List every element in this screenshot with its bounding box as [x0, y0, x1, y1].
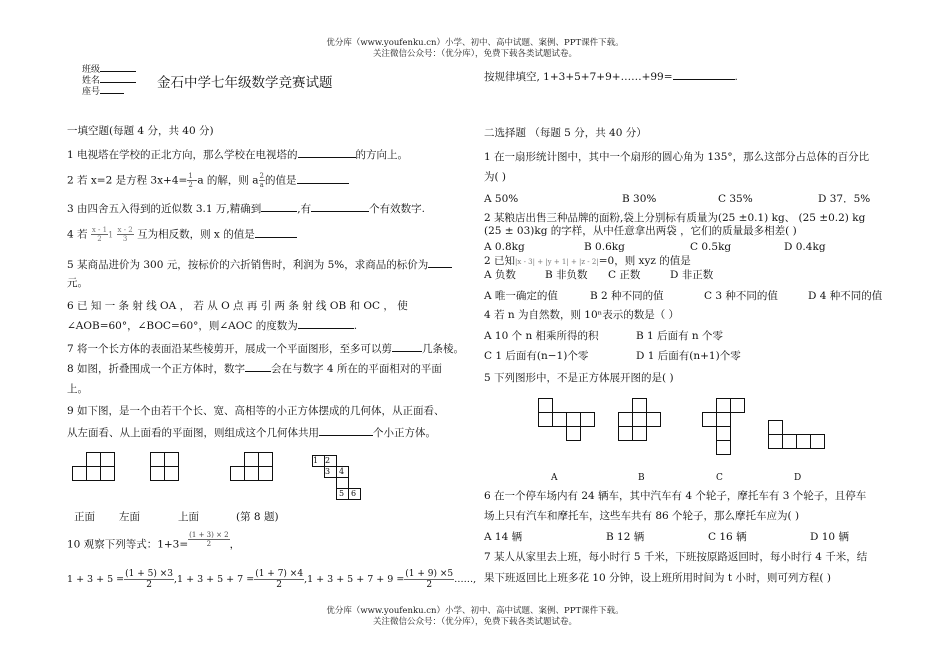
c7-line2: 场上只有汽车和摩托车，这些车共有 86 个轮子，那么摩托车应为( ) — [484, 510, 800, 522]
c2-option-c: C 0.5kg — [690, 241, 732, 253]
net-label-c: C — [716, 473, 723, 483]
fraction: $\frac{(1 + 5) \times 3}{2}$ — [125, 569, 173, 590]
c5-option-d: D 1 后面有(n+1)个零 — [636, 350, 741, 362]
c4-option-b: B 2 种不同的值 — [590, 290, 664, 302]
c4-option-c: C 3 种不同的值 — [704, 290, 778, 302]
c2-option-d: D 0.4kg — [784, 241, 826, 253]
c7-option-b: B 12 辆 — [606, 531, 645, 543]
q3: 3 由四舍五入得到的近似数 3.1 万,精确到 ,有 个有效数字. — [67, 203, 425, 215]
fraction: $\frac{(1 + 9) \times 5}{2}$ — [405, 569, 454, 590]
c1-option-a: A 50% — [484, 193, 519, 205]
fraction: $\frac{1}{2}$ — [188, 172, 193, 189]
fraction: $\frac{(1 + 7) \times 4}{2}$ — [255, 569, 304, 590]
c2-line2: (25 ± 03)kg 的字样，从中任意拿出两袋 ，它们的质量最多相差( ) — [484, 225, 797, 237]
net-label-b: B — [638, 473, 645, 483]
section2-title: 二选择题 （每题 5 分，共 40 分） — [484, 127, 647, 139]
c2-option-a: A 0.8kg — [484, 241, 525, 253]
c2-line1: 2 某粮店出售三种品牌的面粉,袋上分别标有质量为(25 ±0.1) kg、 (25 ±0.2) kg — [484, 212, 866, 224]
c1-option-c: C 35% — [718, 193, 753, 205]
footer-line-1: 优分库（www.youfenku.cn）小学、初中、高中试题、案例、PPT课件下载。 — [326, 606, 624, 616]
c5-option-c: C 1 后面有(n−1)个零 — [484, 350, 589, 362]
class-field: 班级 — [82, 62, 136, 77]
header-line-2: 关注微信公众号：（优分库），免费下载各类试题试卷。 — [372, 49, 577, 59]
q9-line1: 9 如下图，是一个由若干个长、宽、高相等的小正方体摆成的几何体，从正面看、 — [67, 405, 445, 417]
c3-option-c: C 正数 — [608, 269, 641, 281]
front-view-figure — [70, 448, 120, 484]
c7-option-a: A 14 辆 — [484, 531, 523, 543]
net-number-5: 5 — [339, 489, 345, 498]
c5-option-a: A 10 个 n 相乘所得的积 — [484, 330, 599, 342]
c1-line2: 为( ) — [484, 171, 507, 183]
c3-line1: 2 已知|x - 3| + |y + 1| + |z - 2|=0，则 xyz 的值是 — [484, 255, 691, 267]
cube-net-figure — [308, 452, 368, 500]
q4: 4 若 $\frac{x - 1}{2}$ 1 $\frac{x - 2}{3}$ 互为相反数，则 x 的值是 — [67, 226, 297, 243]
q8-figure-caption: (第 8 题) — [236, 511, 279, 523]
q8-line2: 上。 — [67, 383, 88, 395]
seat-field: 座号 — [82, 84, 124, 99]
front-view-label: 正面 — [74, 511, 95, 523]
c1-option-d: D 37．5% — [818, 193, 871, 205]
top-view-label: 上面 — [178, 511, 199, 523]
c1-option-b: B 30% — [622, 193, 657, 205]
q8-line1: 8 如图，折叠围成一个正方体时，数字 会在与数字 4 所在的平面相对的平面 — [67, 363, 442, 375]
c8-line2: 果下班返回比上班多花 10 分钟，设上班所用时间为 t 小时，则可列方程( ) — [484, 572, 831, 584]
q7: 7 将一个长方体的表面沿某些棱剪开，展成一个平面图形，至多可以剪 几条棱。 — [67, 343, 465, 355]
c5-option-b: B 1 后面有 n 个零 — [636, 330, 724, 342]
net-option-c-figure — [700, 396, 748, 456]
c7-option-d: D 10 辆 — [810, 531, 849, 543]
c3-option-a: A 负数 — [484, 269, 516, 281]
q5-line2: 元。 — [67, 277, 88, 289]
net-label-d: D — [794, 473, 802, 483]
c6-line1: 5 下列图形中，不是正方体展开图的是( ) — [484, 372, 674, 384]
q6-line1: 6 已 知 一 条 射 线 OA ， 若 从 O 点 再 引 两 条 射 线 OB 和 OC ， 使 — [67, 300, 408, 312]
net-number-3: 3 — [325, 467, 331, 476]
c4-option-a: A 唯一确定的值 — [484, 290, 558, 302]
net-option-a-figure — [536, 396, 598, 442]
q10-line1: 10 观察下列等式：1+3= $\frac{(1 + 3) \times 2}{2}$ ， — [67, 531, 241, 551]
q10-line2: 1 + 3 + 5 = $\frac{(1 + 5) \times 3}{2}$ ,1 + 3 + 5 + 7 = $\frac{(1 + 7) \times 4}{2}$ ,1 + 3 + 5 + 7 + 9 = $\frac{(1 + 9) \times 5}{2}$ ……, — [67, 569, 477, 590]
footer-line-2: 关注微信公众号：（优分库），免费下载各类试题试卷。 — [372, 617, 577, 627]
c8-line1: 7 某人从家里去上班，每小时行 5 千米，下班按原路返回时，每小时行 4 千米，结 — [484, 551, 868, 563]
net-label-a: A — [551, 473, 558, 483]
q10-rule: 按规律填空, 1+3+5+7+9+……+99= . — [484, 71, 738, 83]
left-view-figure — [146, 448, 182, 484]
net-number-6: 6 — [351, 489, 357, 498]
q9-line2: 从左面看、从上面看的平面图，则组成这个几何体共用 个小正方体。 — [67, 427, 436, 439]
q1: 1 电视塔在学校的正北方向，那么学校在电视塔的 的方向上。 — [67, 149, 409, 161]
net-option-d-figure — [766, 418, 828, 452]
c5-line1: 4 若 n 为自然数，则 10ⁿ表示的数是（ ） — [484, 309, 680, 321]
q5-line1: 5 某商品进价为 300 元，按标价的六折销售时，利润为 5%，求商品的标价为 — [67, 258, 452, 272]
exam-title: 金石中学七年级数学竞赛试题 — [157, 75, 333, 91]
section1-title: 一填空题(每题 4 分，共 40 分) — [67, 125, 214, 137]
net-option-b-figure — [616, 396, 664, 442]
c4-option-d: D 4 种不同的值 — [808, 290, 883, 302]
c3-option-b: B 非负数 — [545, 269, 588, 281]
c1-line1: 1 在一扇形统计图中，其中一个扇形的圆心角为 135°，那么这部分占总体的百分比 — [484, 151, 870, 163]
header-line-1: 优分库（www.youfenku.cn）小学、初中、高中试题、案例、PPT课件下载。 — [326, 38, 624, 48]
c2-option-b: B 0.6kg — [584, 241, 625, 253]
net-number-4: 4 — [339, 467, 345, 476]
net-number-2: 2 — [325, 456, 331, 465]
left-view-label: 左面 — [119, 511, 140, 523]
q6-line2: ∠AOB=60°，∠BOC=60°，则∠AOC 的度数为 . — [67, 320, 358, 332]
fraction: $\frac{x - 2}{3}$ — [117, 226, 133, 243]
c7-option-c: C 16 辆 — [708, 531, 747, 543]
fraction: $\frac{(1 + 3) \times 2}{2}$ — [189, 531, 229, 548]
fraction: $\frac{2}{a}$ — [259, 172, 264, 189]
top-view-figure — [228, 448, 278, 484]
name-field: 姓名 — [82, 73, 136, 88]
fraction: $\frac{x - 1}{2}$ — [91, 226, 108, 243]
net-number-1: 1 — [313, 456, 319, 465]
c3-option-d: D 非正数 — [670, 269, 714, 281]
c7-line1: 6 在一个停车场内有 24 辆车，其中汽车有 4 个轮子，摩托车有 3 个轮子，且停车 — [484, 490, 867, 502]
q2: 2 若 x=2 是方程 3x+4= $\frac{1}{2}$ -a 的解，则 a $\frac{2}{a}$ 的值是 — [67, 172, 349, 189]
